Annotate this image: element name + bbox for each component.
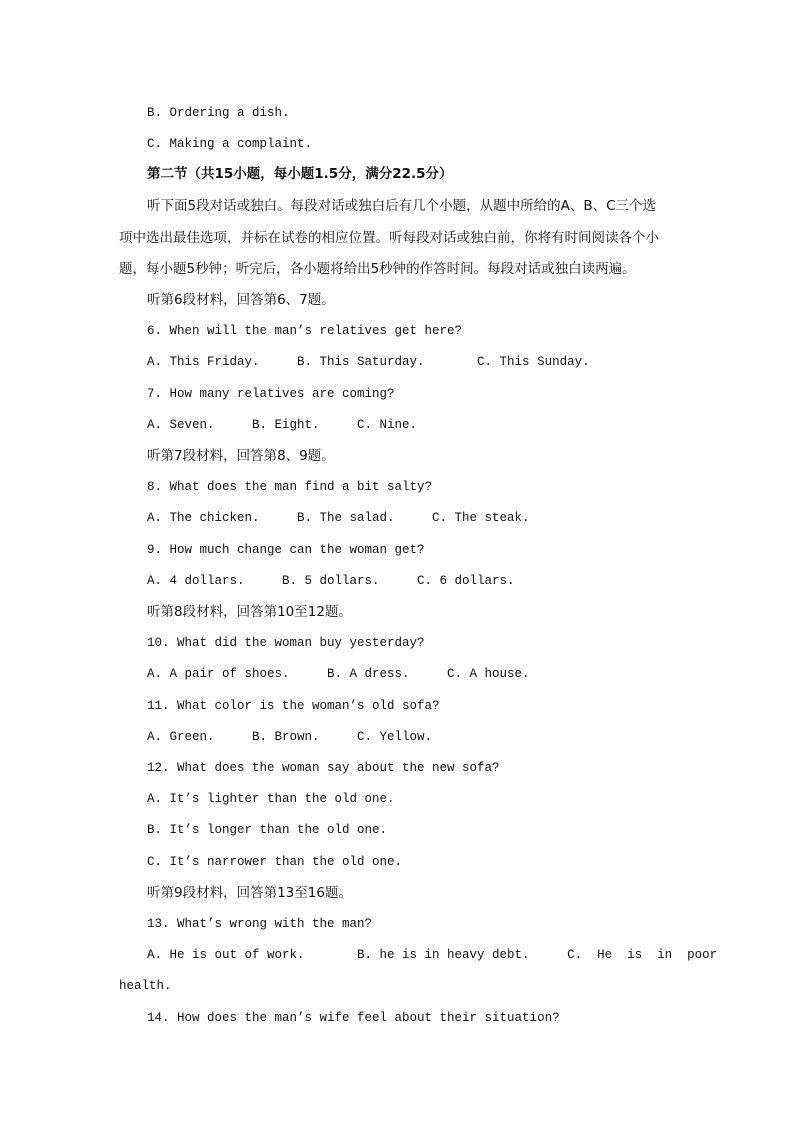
- material-8-heading: 听第8段材料，回答第10至12题。: [147, 604, 352, 620]
- question-10-options: A. A pair of shoes. B. A dress. C. A house.: [147, 667, 530, 681]
- question-13-options-line-2: health.: [119, 979, 172, 993]
- question-12-option-a: A. It’s lighter than the old one.: [147, 792, 395, 806]
- option-b-ordering-dish: B. Ordering a dish.: [147, 106, 290, 120]
- question-12-option-c: C. It’s narrower than the old one.: [147, 855, 403, 869]
- section-title: 第二节（共15小题，每小题1.5分，满分22.5分）: [147, 166, 453, 182]
- question-9-options: A. 4 dollars. B. 5 dollars. C. 6 dollars.: [147, 574, 515, 588]
- question-14: 14. How does the man’s wife feel about their situation?: [147, 1011, 560, 1025]
- question-8-options: A. The chicken. B. The salad. C. The steak.: [147, 511, 530, 525]
- question-7-options: A. Seven. B. Eight. C. Nine.: [147, 418, 418, 432]
- material-9-heading: 听第9段材料，回答第13至16题。: [147, 885, 352, 901]
- question-11-options: A. Green. B. Brown. C. Yellow.: [147, 730, 433, 744]
- question-13: 13. What’s wrong with the man?: [147, 917, 373, 931]
- material-7-heading: 听第7段材料，回答第8、9题。: [147, 448, 335, 464]
- question-12-option-b: B. It’s longer than the old one.: [147, 823, 388, 837]
- instructions-line-2: 项中选出最佳选项，并标在试卷的相应位置。听每段对话或独白前，你将有时间阅读各个小: [119, 230, 659, 246]
- question-10: 10. What did the woman buy yesterday?: [147, 636, 425, 650]
- question-6: 6. When will the man’s relatives get here?: [147, 324, 463, 338]
- question-7: 7. How many relatives are coming?: [147, 387, 395, 401]
- question-6-options: A. This Friday. B. This Saturday. C. This Sunday.: [147, 355, 590, 369]
- material-6-heading: 听第6段材料，回答第6、7题。: [147, 292, 335, 308]
- question-9: 9. How much change can the woman get?: [147, 543, 425, 557]
- instructions-line-3: 题，每小题5秒钟；听完后，各小题将给出5秒钟的作答时间。每段对话或独白读两遍。: [119, 261, 636, 277]
- question-13-options-line-1: A. He is out of work. B. he is in heavy debt. C. He is in poor: [147, 948, 718, 962]
- option-c-making-complaint: C. Making a complaint.: [147, 137, 313, 151]
- instructions-line-1: 听下面5段对话或独白。每段对话或独白后有几个小题，从题中所给的A、B、C三个选: [147, 198, 657, 214]
- question-8: 8. What does the man find a bit salty?: [147, 480, 433, 494]
- question-11: 11. What color is the woman’s old sofa?: [147, 699, 440, 713]
- question-12: 12. What does the woman say about the new sofa?: [147, 761, 500, 775]
